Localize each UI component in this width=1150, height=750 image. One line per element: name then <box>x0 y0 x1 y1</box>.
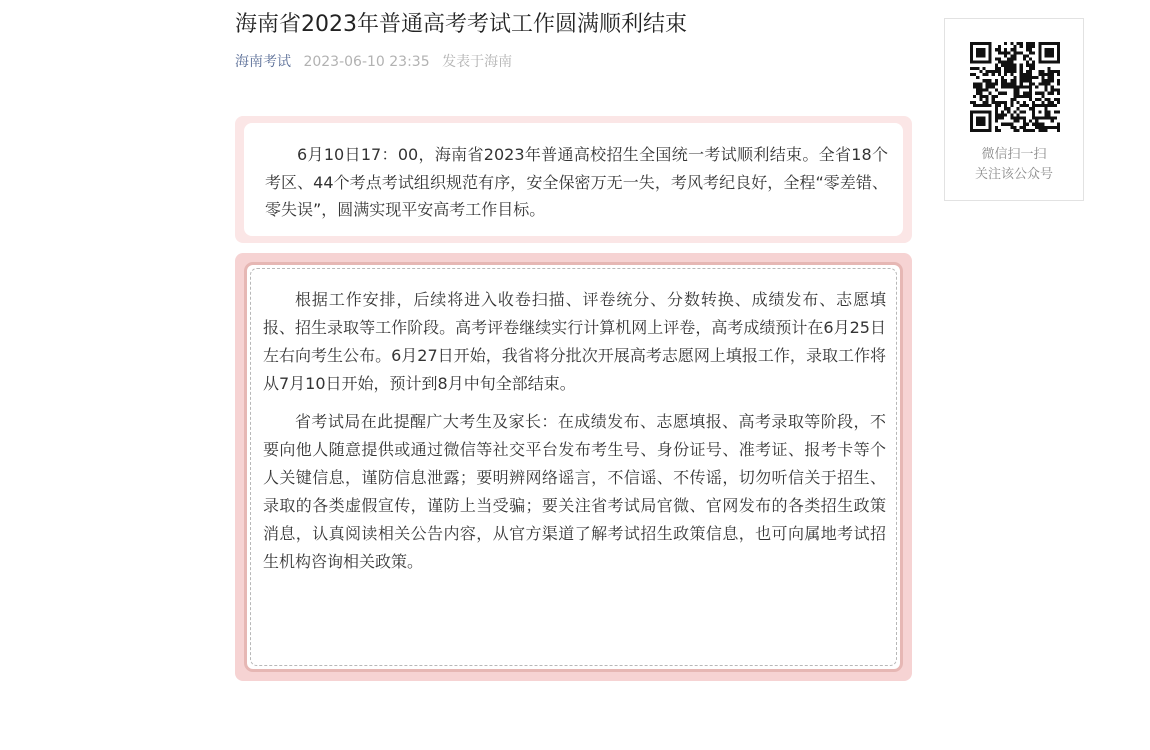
article <box>235 0 912 571</box>
qr-caption-line2: 关注该公众号 <box>974 167 1053 182</box>
qr-caption-line1: 微信扫一扫 <box>981 147 1047 162</box>
intro-paragraph: 6月10日17：00，海南省2023年普通高校招生全国统一考试顺利结束。全省18个考区、44个考点考试组织规范有序，安全保密万无一失，考风考纪良好，全程“零差错、零失误”，圆满实现平安高考工作目标。 <box>265 145 888 219</box>
article-title: 海南省2023年普通高考考试工作圆满顺利结束 <box>235 12 687 37</box>
article-meta <box>235 52 912 72</box>
notice-card <box>244 262 903 672</box>
qr-code-icon <box>970 42 1060 132</box>
notice-frame <box>235 253 912 681</box>
publish-location: 发表于海南 <box>442 54 513 70</box>
intro-frame <box>235 116 912 243</box>
publish-date: 2023-06-10 23:35 <box>303 54 430 70</box>
notice-body <box>263 286 886 586</box>
account-name-link[interactable]: 海南考试 <box>235 54 291 70</box>
qr-caption <box>945 145 1083 185</box>
notice-paragraph-2: 省考试局在此提醒广大考生及家长：在成绩发布、志愿填报、高考录取等阶段，不要向他人随意提供或通过微信等社交平台发布考生号、身份证号、准考证、报考卡等个人关键信息，谨防信息泄露；要明辨网络谣言，不信谣、不传谣，切勿听信关于招生、录取的各类虚假宣传，谨防上当受骗；要关注省考试局官微、官网发布的各类招生政策消息，认真阅读相关公告内容，从官方渠道了解考试招生政策信息，也可向属地考试招生机构咨询相关政策。 <box>263 412 886 571</box>
qr-panel <box>944 18 1084 201</box>
notice-paragraph-1: 根据工作安排，后续将进入收卷扫描、评卷统分、分数转换、成绩发布、志愿填报、招生录取等工作阶段。高考评卷继续实行计算机网上评卷，高考成绩预计在6月25日左右向考生公布。6月27日开始，我省将分批次开展高考志愿网上填报工作，录取工作将从7月10日开始，预计到8月中旬全部结束。 <box>263 290 886 393</box>
